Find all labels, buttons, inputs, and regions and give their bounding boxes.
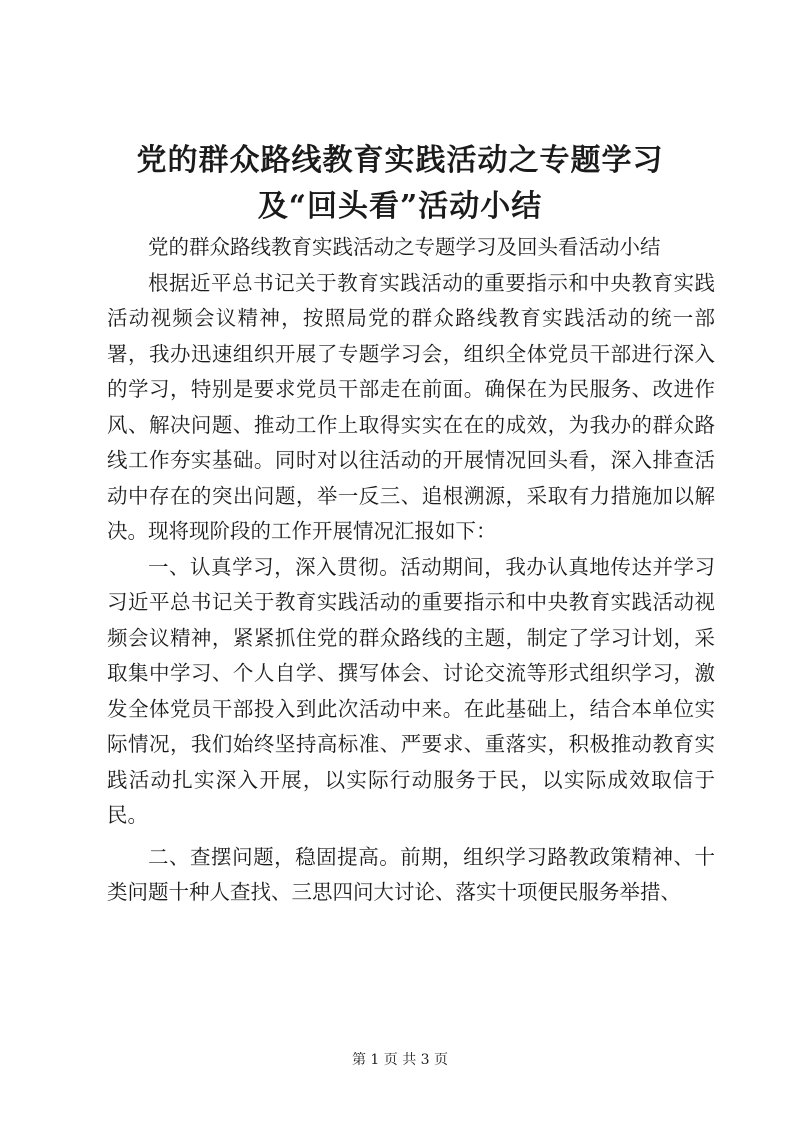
section-one-paragraph: 一、认真学习，深入贯彻。活动期间，我办认真地传达并学习习近平总书记关于教育实践活动的重要指示和中央教育实践活动视频会议精神，紧紧抓住党的群众路线的主题，制定了学习计划，采取集中学习、个人自学、撰写体会、讨论交流等形式组织学习，激发全体党员干部投入到此次活动中来。在此基础上，结合本单位实际情况，我们始终坚持高标准、严要求、重落实，积极推动教育实践活动扎实深入开展，以实际行动服务于民，以实际成效取信于民。: [107, 554, 715, 827]
subtitle-paragraph: 党的群众路线教育实践活动之专题学习及回头看活动小结: [148, 235, 661, 259]
document-body: [107, 230, 715, 911]
section-two-paragraph: 二、查摆问题，稳固提高。前期，组织学习路教政策精神、十类问题十种人查找、三思四问大讨论、落实十项便民服务举措、: [107, 844, 715, 904]
page-footer: 第 1 页 共 3 页: [351, 1052, 449, 1068]
intro-paragraph: 根据近平总书记关于教育实践活动的重要指示和中央教育实践活动视频会议精神，按照局党的群众路线教育实践活动的统一部署，我办迅速组织开展了专题学习会，组织全体党员干部进行深入的学习，特别是要求党员干部走在前面。确保在为民服务、改进作风、解决问题、推动工作上取得实实在在的成效，为我办的群众路线工作夯实基础。同时对以往活动的开展情况回头看，深入排查活动中存在的突出问题，举一反三、追根溯源，采取有力措施加以解决。现将现阶段的工作开展情况汇报如下：: [107, 270, 715, 543]
document-title: 党的群众路线教育实践活动之专题学习及“回头看”活动小结: [136, 143, 664, 224]
